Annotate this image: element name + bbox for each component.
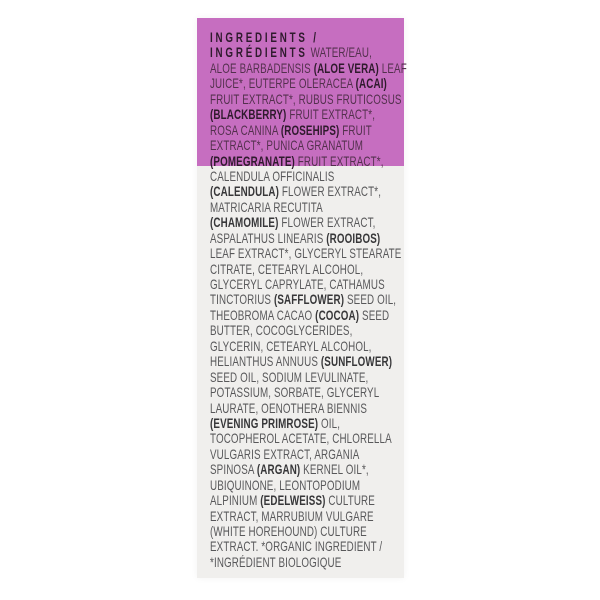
ingredient-line <box>210 30 420 45</box>
ingredient-text-segment: CALENDULA OFFICINALIS <box>210 167 335 184</box>
ingredient-text-segment: CITRATE, CETEARYL ALCOHOL, <box>210 260 364 277</box>
ingredient-line <box>210 246 420 261</box>
ingredient-text-segment: CULTURE <box>325 492 375 509</box>
ingredients-label <box>197 18 407 578</box>
ingredient-line <box>210 339 420 354</box>
ingredient-line <box>210 462 420 477</box>
ingredient-line <box>210 431 420 446</box>
ingredient-text-segment: (POMEGRANATE) <box>210 152 295 169</box>
ingredient-text-segment: (SUNFLOWER) <box>320 353 393 370</box>
ingredient-line <box>210 385 420 400</box>
ingredient-line <box>210 478 420 493</box>
ingredient-line <box>210 308 420 323</box>
ingredient-text-segment: MATRICARIA RECUTITA <box>210 198 323 215</box>
ingredient-text-segment: (EDELWEISS) <box>260 492 326 509</box>
ingredient-text-segment: (ACAI) <box>355 75 387 92</box>
ingredient-text-segment: *INGRÉDIENT BIOLOGIQUE <box>210 553 342 570</box>
ingredient-line <box>210 123 420 138</box>
ingredient-text-segment: (WHITE HOREHOUND) CULTURE <box>210 523 367 539</box>
ingredient-text-segment: LEAF <box>378 59 407 76</box>
ingredient-line <box>210 277 420 292</box>
ingredient-text-segment: FRUIT <box>339 121 372 138</box>
ingredient-line <box>210 354 420 369</box>
ingredient-line <box>210 45 420 60</box>
ingredient-line <box>210 493 420 508</box>
ingredient-text-segment: EXTRACT*, PUNICA GRANATUM <box>210 137 364 154</box>
ingredient-line <box>210 154 420 169</box>
ingredient-text-segment: (SAFFLOWER) <box>273 291 345 308</box>
ingredient-line <box>210 370 420 385</box>
ingredient-text-segment: WATER/EAU, <box>307 44 372 61</box>
ingredient-line <box>210 447 420 462</box>
ingredient-text-segment: ALOE BARBADENSIS <box>210 59 314 76</box>
ingredient-line <box>210 92 420 107</box>
ingredient-text-segment: FLOWER EXTRACT*, <box>279 183 382 200</box>
ingredient-line <box>210 292 420 307</box>
ingredient-text-segment: (ARGAN) <box>256 461 301 478</box>
ingredients-text-block <box>210 30 420 570</box>
ingredient-line <box>210 555 420 570</box>
ingredient-text-segment: (CALENDULA) <box>210 183 280 200</box>
ingredient-text-segment: THEOBROMA CACAO <box>210 306 316 323</box>
ingredient-text-segment: LAURATE, OENOTHERA BIENNIS <box>210 399 368 416</box>
ingredient-line <box>210 509 420 524</box>
ingredient-text-segment: OIL, <box>318 414 341 431</box>
ingredient-text-segment: FRUIT EXTRACT*, <box>294 152 384 169</box>
ingredient-text-segment: EXTRACT. *ORGANIC INGREDIENT / <box>210 538 383 555</box>
ingredient-line <box>210 262 420 277</box>
ingredient-line <box>210 169 420 184</box>
ingredient-line <box>210 138 420 153</box>
ingredient-text-segment: UBIQUINONE, LEONTOPODIUM <box>210 476 361 493</box>
ingredient-text-segment: (BLACKBERRY) <box>210 106 287 123</box>
ingredient-line <box>210 401 420 416</box>
ingredient-line <box>210 76 420 91</box>
ingredient-line <box>210 107 420 122</box>
ingredient-text-segment: EXTRACT, MARRUBIUM VULGARE <box>210 507 374 524</box>
ingredient-text-segment: INGREDIENTS / <box>210 29 319 45</box>
ingredient-text-segment: GLYCERYL CAPRYLATE, CATHAMUS <box>210 276 385 292</box>
ingredient-line <box>210 323 420 338</box>
ingredient-text-segment: SEED <box>359 306 390 323</box>
ingredient-text-segment: FLOWER EXTRACT, <box>278 214 376 231</box>
ingredient-text-segment: FRUIT EXTRACT*, <box>286 106 376 123</box>
ingredient-line <box>210 416 420 431</box>
ingredient-line <box>210 231 420 246</box>
ingredient-line <box>210 200 420 215</box>
ingredient-text-segment: VULGARIS EXTRACT, ARGANIA <box>210 445 360 462</box>
body-section-lines <box>210 169 420 570</box>
ingredient-text-segment: TINCTORIUS <box>210 291 274 308</box>
ingredient-text-segment: KERNEL OIL*, <box>300 461 369 478</box>
ingredient-text-segment: (CHAMOMILE) <box>210 214 279 231</box>
ingredient-text-segment: TOCOPHEROL ACETATE, CHLORELLA <box>210 430 392 447</box>
ingredient-line <box>210 184 420 199</box>
ingredient-line <box>210 524 420 539</box>
ingredient-line <box>210 215 420 230</box>
ingredient-text-segment: SPINOSA <box>210 461 257 478</box>
ingredient-text-segment: INGRÉDIENTS <box>210 44 308 61</box>
ingredient-text-segment: LEAF EXTRACT*, GLYCERYL STEARATE <box>210 245 402 262</box>
header-section-lines <box>210 30 420 169</box>
ingredient-text-segment: HELIANTHUS ANNUUS <box>210 353 321 370</box>
ingredient-text-segment: (ROOIBOS) <box>326 229 381 246</box>
ingredient-text-segment: (EVENING PRIMROSE) <box>210 414 319 431</box>
ingredient-text-segment: JUICE*, EUTERPE OLERACEA <box>210 75 356 92</box>
ingredient-text-segment: SEED OIL, <box>344 291 397 308</box>
ingredient-text-segment: FRUIT EXTRACT*, RUBUS FRUTICOSUS <box>210 90 402 107</box>
ingredient-text-segment: BUTTER, COCOGLYCERIDES, <box>210 322 353 339</box>
ingredient-text-segment: GLYCERIN, CETEARYL ALCOHOL, <box>210 337 372 354</box>
ingredient-text-segment: (ALOE VERA) <box>313 59 379 76</box>
ingredient-text-segment: ASPALATHUS LINEARIS <box>210 229 327 246</box>
ingredient-text-segment: POTASSIUM, SORBATE, GLYCERYL <box>210 384 380 401</box>
ingredient-text-segment: (ROSEHIPS) <box>280 121 340 138</box>
ingredient-text-segment: (COCOA) <box>315 306 360 323</box>
ingredient-line <box>210 539 420 554</box>
ingredient-line <box>210 61 420 76</box>
ingredient-text-segment: ROSA CANINA <box>210 121 281 138</box>
ingredient-text-segment: SEED OIL, SODIUM LEVULINATE, <box>210 368 369 385</box>
ingredient-text-segment: ALPINIUM <box>210 492 261 509</box>
